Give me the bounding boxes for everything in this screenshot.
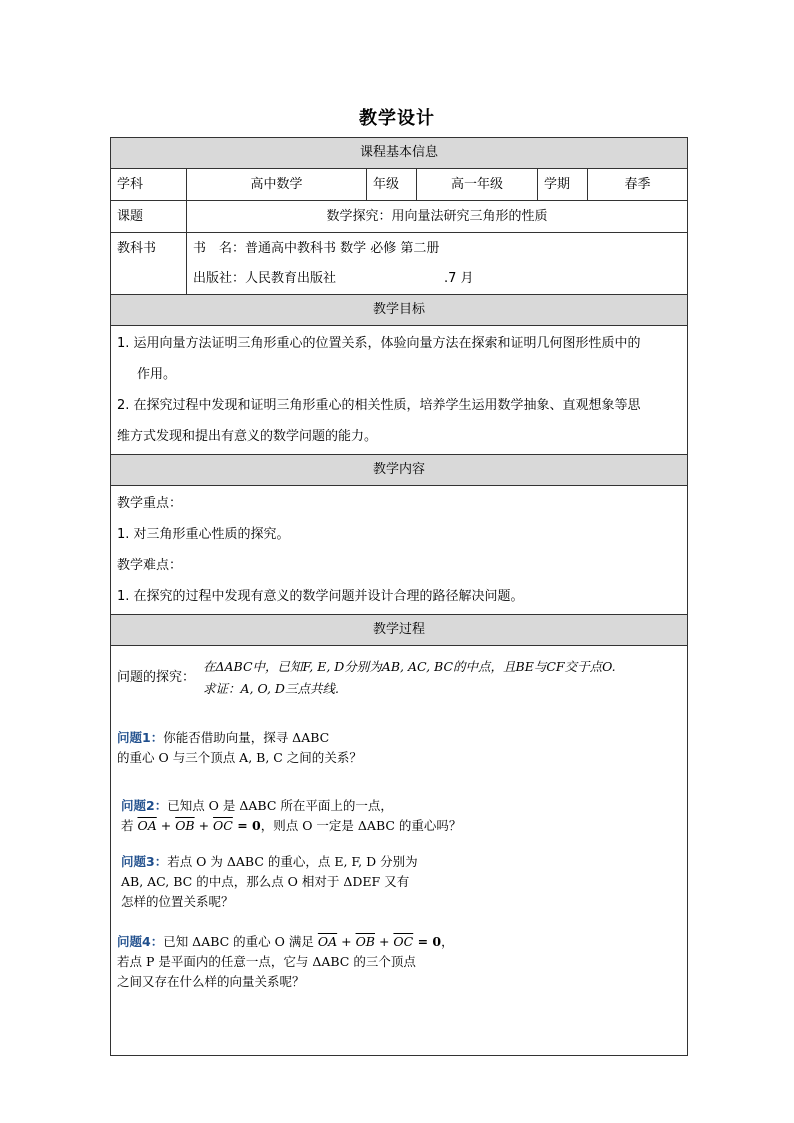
process-header: 教学过程: [111, 615, 688, 646]
content-header-row: [111, 455, 688, 486]
content-row: [111, 486, 688, 615]
goals-row: [111, 326, 688, 455]
textbook-publish-month: .7 月: [444, 270, 474, 286]
lesson-plan-table: [110, 137, 688, 1056]
topic-row: [111, 201, 688, 233]
grade-value: 高一年级: [417, 169, 538, 201]
vector-ob: $\overline{OB}$: [355, 934, 375, 949]
question-3-line-2: AB, AC, BC 的中点，那么点 O 相对于 ΔDEF 又有: [121, 874, 410, 889]
vector-oc: $\overline{OC}$: [393, 934, 414, 949]
question-2-eq: = 0: [232, 818, 261, 833]
vector-oc: $\overline{OC}$: [213, 818, 233, 833]
topic-label: 课题: [111, 201, 187, 233]
goals-body: [111, 326, 688, 455]
question-2-label: 问题2：: [121, 798, 168, 813]
question-4-label: 问题4：: [117, 934, 164, 949]
textbook-publisher: 出版社：人民教育出版社: [193, 270, 337, 286]
process-row: [111, 646, 688, 1056]
difficult-points-item: 1. 在探究的过程中发现有意义的数学问题并设计合理的路径解决问题。: [117, 589, 524, 604]
process-header-row: [111, 615, 688, 646]
key-points-item: 1. 对三角形重心性质的探究。: [117, 527, 290, 542]
basic-info-header: 课程基本信息: [111, 138, 688, 169]
term-label: 学期: [538, 169, 588, 201]
vector-oa: $\overline{OA}$: [317, 934, 338, 949]
textbook-info: [187, 233, 688, 295]
question-4-eq: = 0: [413, 934, 442, 949]
question-3-label: 问题3：: [121, 854, 168, 869]
basic-info-header-row: [111, 138, 688, 169]
question-1-label: 问题1：: [117, 730, 164, 745]
question-4-pre: 已知 ΔABC 的重心 O 满足: [163, 934, 318, 949]
subject-row: [111, 169, 688, 201]
question-4-post: ，: [441, 934, 454, 949]
grade-label: 年级: [367, 169, 417, 201]
key-points-label: 教学重点：: [117, 496, 183, 511]
goal-item-1b: 作用。: [137, 367, 177, 382]
explore-block: [117, 656, 681, 700]
process-body: [111, 646, 688, 1056]
term-value: 春季: [588, 169, 688, 201]
topic-value: 数学探究：用向量法研究三角形的性质: [187, 201, 688, 233]
question-2-line-2: 若 $\overline{OA} + \overline{OB} + \overline{OC} = 0$，则点 O 一定是 ΔABC 的重心吗？: [121, 818, 462, 833]
content-body: [111, 486, 688, 615]
goals-header: 教学目标: [111, 295, 688, 326]
page-title: 教学设计: [359, 108, 435, 129]
question-4-line-2: 若点 P 是平面内的任意一点，它与 ΔABC 的三个顶点: [117, 954, 416, 969]
question-2: [117, 796, 681, 836]
question-3: [117, 852, 681, 912]
vector-oa: $\overline{OA}$: [137, 818, 157, 833]
textbook-label: 教科书: [111, 233, 187, 295]
question-4-line-3: 之间又存在什么样的向量关系呢？: [117, 974, 305, 989]
textbook-row: [111, 233, 688, 295]
question-4: 问题4：已知 ΔABC 的重心 O 满足 $\overline{OA} + \overline{OB} + \overline{OC} = 0$， 若点 P 是平面内的任意一点，它与 ΔABC 的三个顶点 之间又存在什么样的向量关系呢？: [117, 932, 681, 992]
goal-item-1a: 1. 运用向量方法证明三角形重心的位置关系，体验向量方法在探索和证明几何图形性质中的: [117, 336, 641, 351]
question-1: [117, 728, 681, 768]
explore-label: 问题的探究：: [117, 670, 196, 685]
explore-text: [203, 656, 616, 700]
difficult-points-label: 教学难点：: [117, 558, 183, 573]
explore-line-2: 求证：A, O, D三点共线.: [203, 681, 339, 696]
subject-label: 学科: [111, 169, 187, 201]
question-2-line-1: 已知点 O 是 ΔABC 所在平面上的一点，: [167, 798, 393, 813]
content-header: 教学内容: [111, 455, 688, 486]
question-3-line-1: 若点 O 为 ΔABC 的重心，点 E, F, D 分别为: [167, 854, 418, 869]
question-2-post: ，则点 O 一定是 ΔABC 的重心吗？: [260, 818, 462, 833]
question-1-line-1: 你能否借助向量，探寻 ΔABC: [163, 730, 330, 745]
question-1-line-2: 的重心 O 与三个顶点 A, B, C 之间的关系？: [117, 750, 362, 765]
vector-ob: $\overline{OB}$: [175, 818, 195, 833]
textbook-name: 书 名：普通高中教科书 数学 必修 第二册: [193, 240, 440, 256]
explore-line-1: 在ΔABC中，已知F, E, D分别为AB, AC, BC的中点，且BE与CF交于点O.: [203, 659, 616, 674]
question-3-line-3: 怎样的位置关系呢？: [121, 894, 234, 909]
textbook-publisher-line: [193, 264, 681, 294]
goal-item-2b: 维方式发现和提出有意义的数学问题的能力。: [117, 429, 378, 444]
subject-value: 高中数学: [187, 169, 367, 201]
question-2-pre: 若: [121, 818, 138, 833]
goals-header-row: [111, 295, 688, 326]
goal-item-2a: 2. 在探究过程中发现和证明三角形重心的相关性质，培养学生运用数学抽象、直观想象等思: [117, 398, 641, 413]
